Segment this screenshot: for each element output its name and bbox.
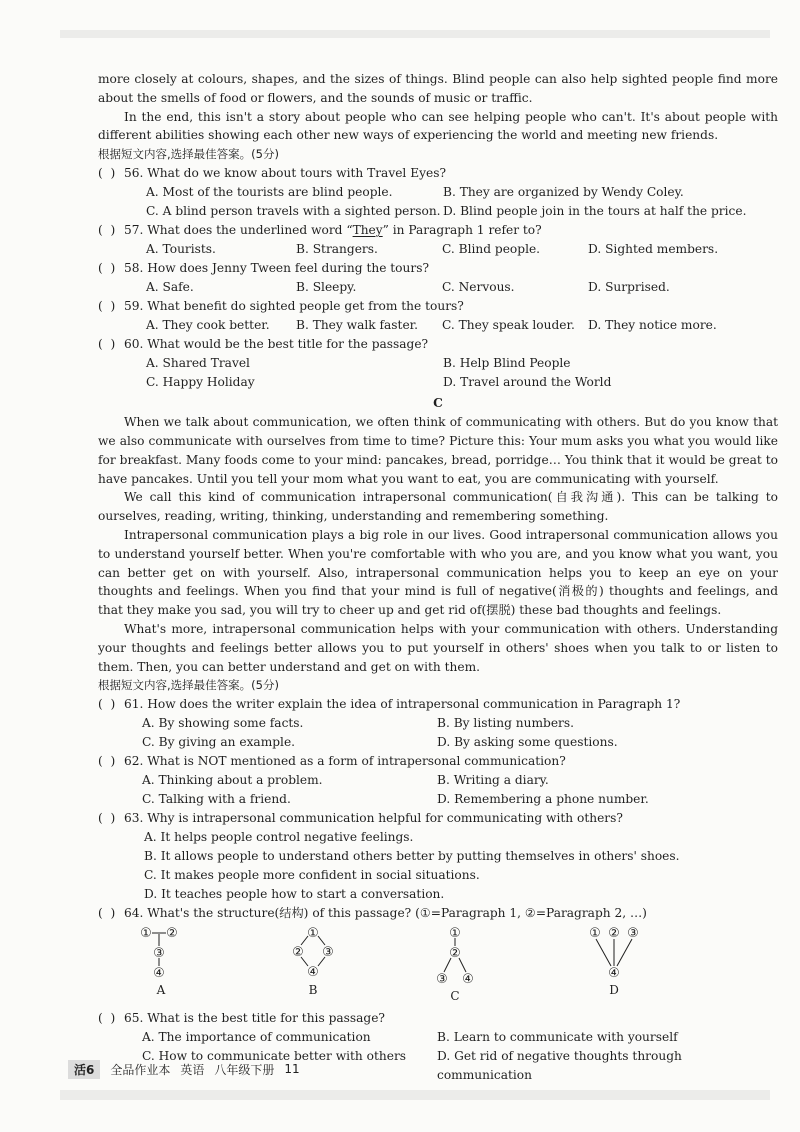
option: B. They are organized by Wendy Coley. <box>443 185 684 200</box>
question-64: ( ) 64. What's the structure(结构) of this passage? (①=Paragraph 1, ②=Paragraph 2, …) <box>98 906 647 921</box>
diagram-node: ① <box>140 926 152 942</box>
diagram-node: ② <box>292 945 304 961</box>
option: C. A blind person travels with a sighted person. <box>146 204 441 219</box>
diagram-node: ③ <box>153 946 165 962</box>
diagram-a-graphic <box>136 925 186 981</box>
options-62 <box>98 771 778 809</box>
option: D. They notice more. <box>588 318 717 333</box>
option: B. Learn to communicate with yourself <box>437 1030 678 1045</box>
diagram-node: ④ <box>608 966 620 982</box>
option: B. Help Blind People <box>443 356 571 371</box>
option: D. Get rid of negative thoughts through communication <box>437 1049 682 1083</box>
underlined-word: They <box>352 223 383 238</box>
section-b-instruction: 根据短文内容,选择最佳答案。(5分) <box>98 147 279 162</box>
diagram-b <box>288 925 338 997</box>
option: C. Talking with a friend. <box>142 792 291 807</box>
section-c-label: C <box>433 396 443 411</box>
diagram-node: ③ <box>436 972 448 988</box>
diagram-node: ② <box>608 926 620 942</box>
option: A. Shared Travel <box>146 356 250 371</box>
scan-edge-top <box>60 30 770 38</box>
question-61: ( ) 61. How does the writer explain the idea of intrapersonal communication in Paragraph 1? <box>98 697 681 712</box>
option: D. Blind people join in the tours at half the price. <box>443 204 747 219</box>
question-57: ( ) 57. What does the underlined word “They” in Paragraph 1 refer to? <box>98 223 542 238</box>
diagram-c-label: C <box>450 989 460 1004</box>
question-56: ( ) 56. What do we know about tours with Travel Eyes? <box>98 166 446 181</box>
page-content <box>98 70 778 1085</box>
passage-c-p2: We call this kind of communication intrapersonal communication(自我沟通). This can be talking to ourselves, reading, writing, thinking, understanding and remembering something. <box>98 490 778 524</box>
diagram-node: ② <box>449 946 461 962</box>
diagram-c <box>430 925 480 1003</box>
option: D. Sighted members. <box>588 242 719 257</box>
option: B. Writing a diary. <box>437 773 549 788</box>
option: C. It makes people more confident in social situations. <box>144 868 480 883</box>
diagram-node: ④ <box>153 966 165 982</box>
option: A. Most of the tourists are blind people. <box>146 185 393 200</box>
options-56 <box>98 183 778 221</box>
page-footer <box>68 1058 310 1080</box>
question-62: ( ) 62. What is NOT mentioned as a form of intrapersonal communication? <box>98 754 566 769</box>
page-number: 11 <box>284 1062 300 1076</box>
option: D. Travel around the World <box>443 375 612 390</box>
question-60: ( ) 60. What would be the best title for the passage? <box>98 337 429 352</box>
diagram-node: ① <box>307 926 319 942</box>
options-60 <box>98 354 778 392</box>
passage-b-tail-p1: more closely at colours, shapes, and the sizes of things. Blind people can also help sighted people find more about the smells of food or flowers, and the sounds of music or traffic. <box>98 72 778 105</box>
diagram-d <box>586 925 642 997</box>
diagram-node: ③ <box>627 926 639 942</box>
diagram-node: ④ <box>307 965 319 981</box>
diagram-a-label: A <box>156 983 166 998</box>
diagram-d-graphic <box>586 925 642 981</box>
diagram-d-label: D <box>609 983 619 998</box>
diagram-node: ① <box>589 926 601 942</box>
diagram-node: ③ <box>322 945 334 961</box>
options-57 <box>98 240 778 259</box>
passage-c-p3: Intrapersonal communication plays a big role in our lives. Good intrapersonal communication allows you to understand yourself better. When you're comfortable with who you are, and you know what you want, you can better get on with yourself. Also, intrapersonal communication helps you to keep an eye on your thoughts and feelings. When you find that your mind is full of negative(消极的) thoughts and feelings, and that they make you sad, you will try to cheer up and get rid of(摆脱) these bad thoughts and feelings. <box>98 527 778 618</box>
option: B. By listing numbers. <box>437 716 575 731</box>
diagram-node: ① <box>449 926 461 942</box>
option: B. Sleepy. <box>296 280 357 295</box>
option: B. They walk faster. <box>296 318 419 333</box>
subject: 英语 <box>180 1062 205 1077</box>
option: A. By showing some facts. <box>142 716 304 731</box>
diagram-node: ④ <box>462 972 474 988</box>
options-59 <box>98 316 778 335</box>
diagram-b-graphic <box>288 925 338 981</box>
option: B. It allows people to understand others better by putting themselves in others' shoes. <box>144 849 680 864</box>
question-59: ( ) 59. What benefit do sighted people get from the tours? <box>98 299 464 314</box>
options-61 <box>98 714 778 752</box>
option: C. Happy Holiday <box>146 375 255 390</box>
option: D. Remembering a phone number. <box>437 792 649 807</box>
diagram-b-label: B <box>308 983 318 998</box>
option: C. They speak louder. <box>442 318 575 333</box>
diagram-node: ② <box>166 926 178 942</box>
grade: 八年级下册 <box>214 1062 275 1077</box>
option: B. Strangers. <box>296 242 378 257</box>
option: A. Safe. <box>146 280 194 295</box>
option: C. Nervous. <box>442 280 515 295</box>
section-c-instruction: 根据短文内容,选择最佳答案。(5分) <box>98 678 279 693</box>
page-tag: 活6 <box>68 1060 100 1079</box>
question-63: ( ) 63. Why is intrapersonal communication helpful for communicating with others? <box>98 811 623 826</box>
options-58 <box>98 278 778 297</box>
passage-c-p1: When we talk about communication, we often think of communicating with others. But do you know that we also communicate with ourselves from time to time? Picture this: Your mum asks you what you would like for breakfast. Many foods come to your mind: pancakes, bread, porridge… You think that it would be great to have pancakes. Until you tell your mom what you want to eat, you are communicating with yourself. <box>98 415 778 486</box>
option: A. The importance of communication <box>142 1030 371 1045</box>
option: A. Tourists. <box>146 242 216 257</box>
option: C. How to communicate better with others <box>142 1049 407 1064</box>
passage-b-tail-p2: In the end, this isn't a story about people who can see helping people who can't. It's about people with different abilities showing each other new ways of experiencing the world and meeting new friends. <box>98 109 778 143</box>
passage-c-p4: What's more, intrapersonal communication helps with your communication with others. Understanding your thoughts and feelings better allows you to put yourself in others' shoes when you talk to or listen to them. Then, you can better understand and get on with them. <box>98 621 778 674</box>
scan-edge-bottom <box>60 1090 770 1100</box>
option: D. Surprised. <box>588 280 670 295</box>
option: C. By giving an example. <box>142 735 296 750</box>
option: C. Blind people. <box>442 242 541 257</box>
question-58: ( ) 58. How does Jenny Tween feel during the tours? <box>98 261 429 276</box>
option: A. Thinking about a problem. <box>142 773 323 788</box>
book-title: 全品作业本 <box>110 1062 171 1077</box>
question-65: ( ) 65. What is the best title for this passage? <box>98 1011 385 1026</box>
option: D. It teaches people how to start a conversation. <box>144 887 445 902</box>
diagram-c-graphic <box>430 925 480 987</box>
option: A. It helps people control negative feelings. <box>144 830 414 845</box>
diagram-a <box>136 925 186 997</box>
structure-diagrams <box>98 925 778 1003</box>
option: D. By asking some questions. <box>437 735 618 750</box>
option: A. They cook better. <box>146 318 270 333</box>
